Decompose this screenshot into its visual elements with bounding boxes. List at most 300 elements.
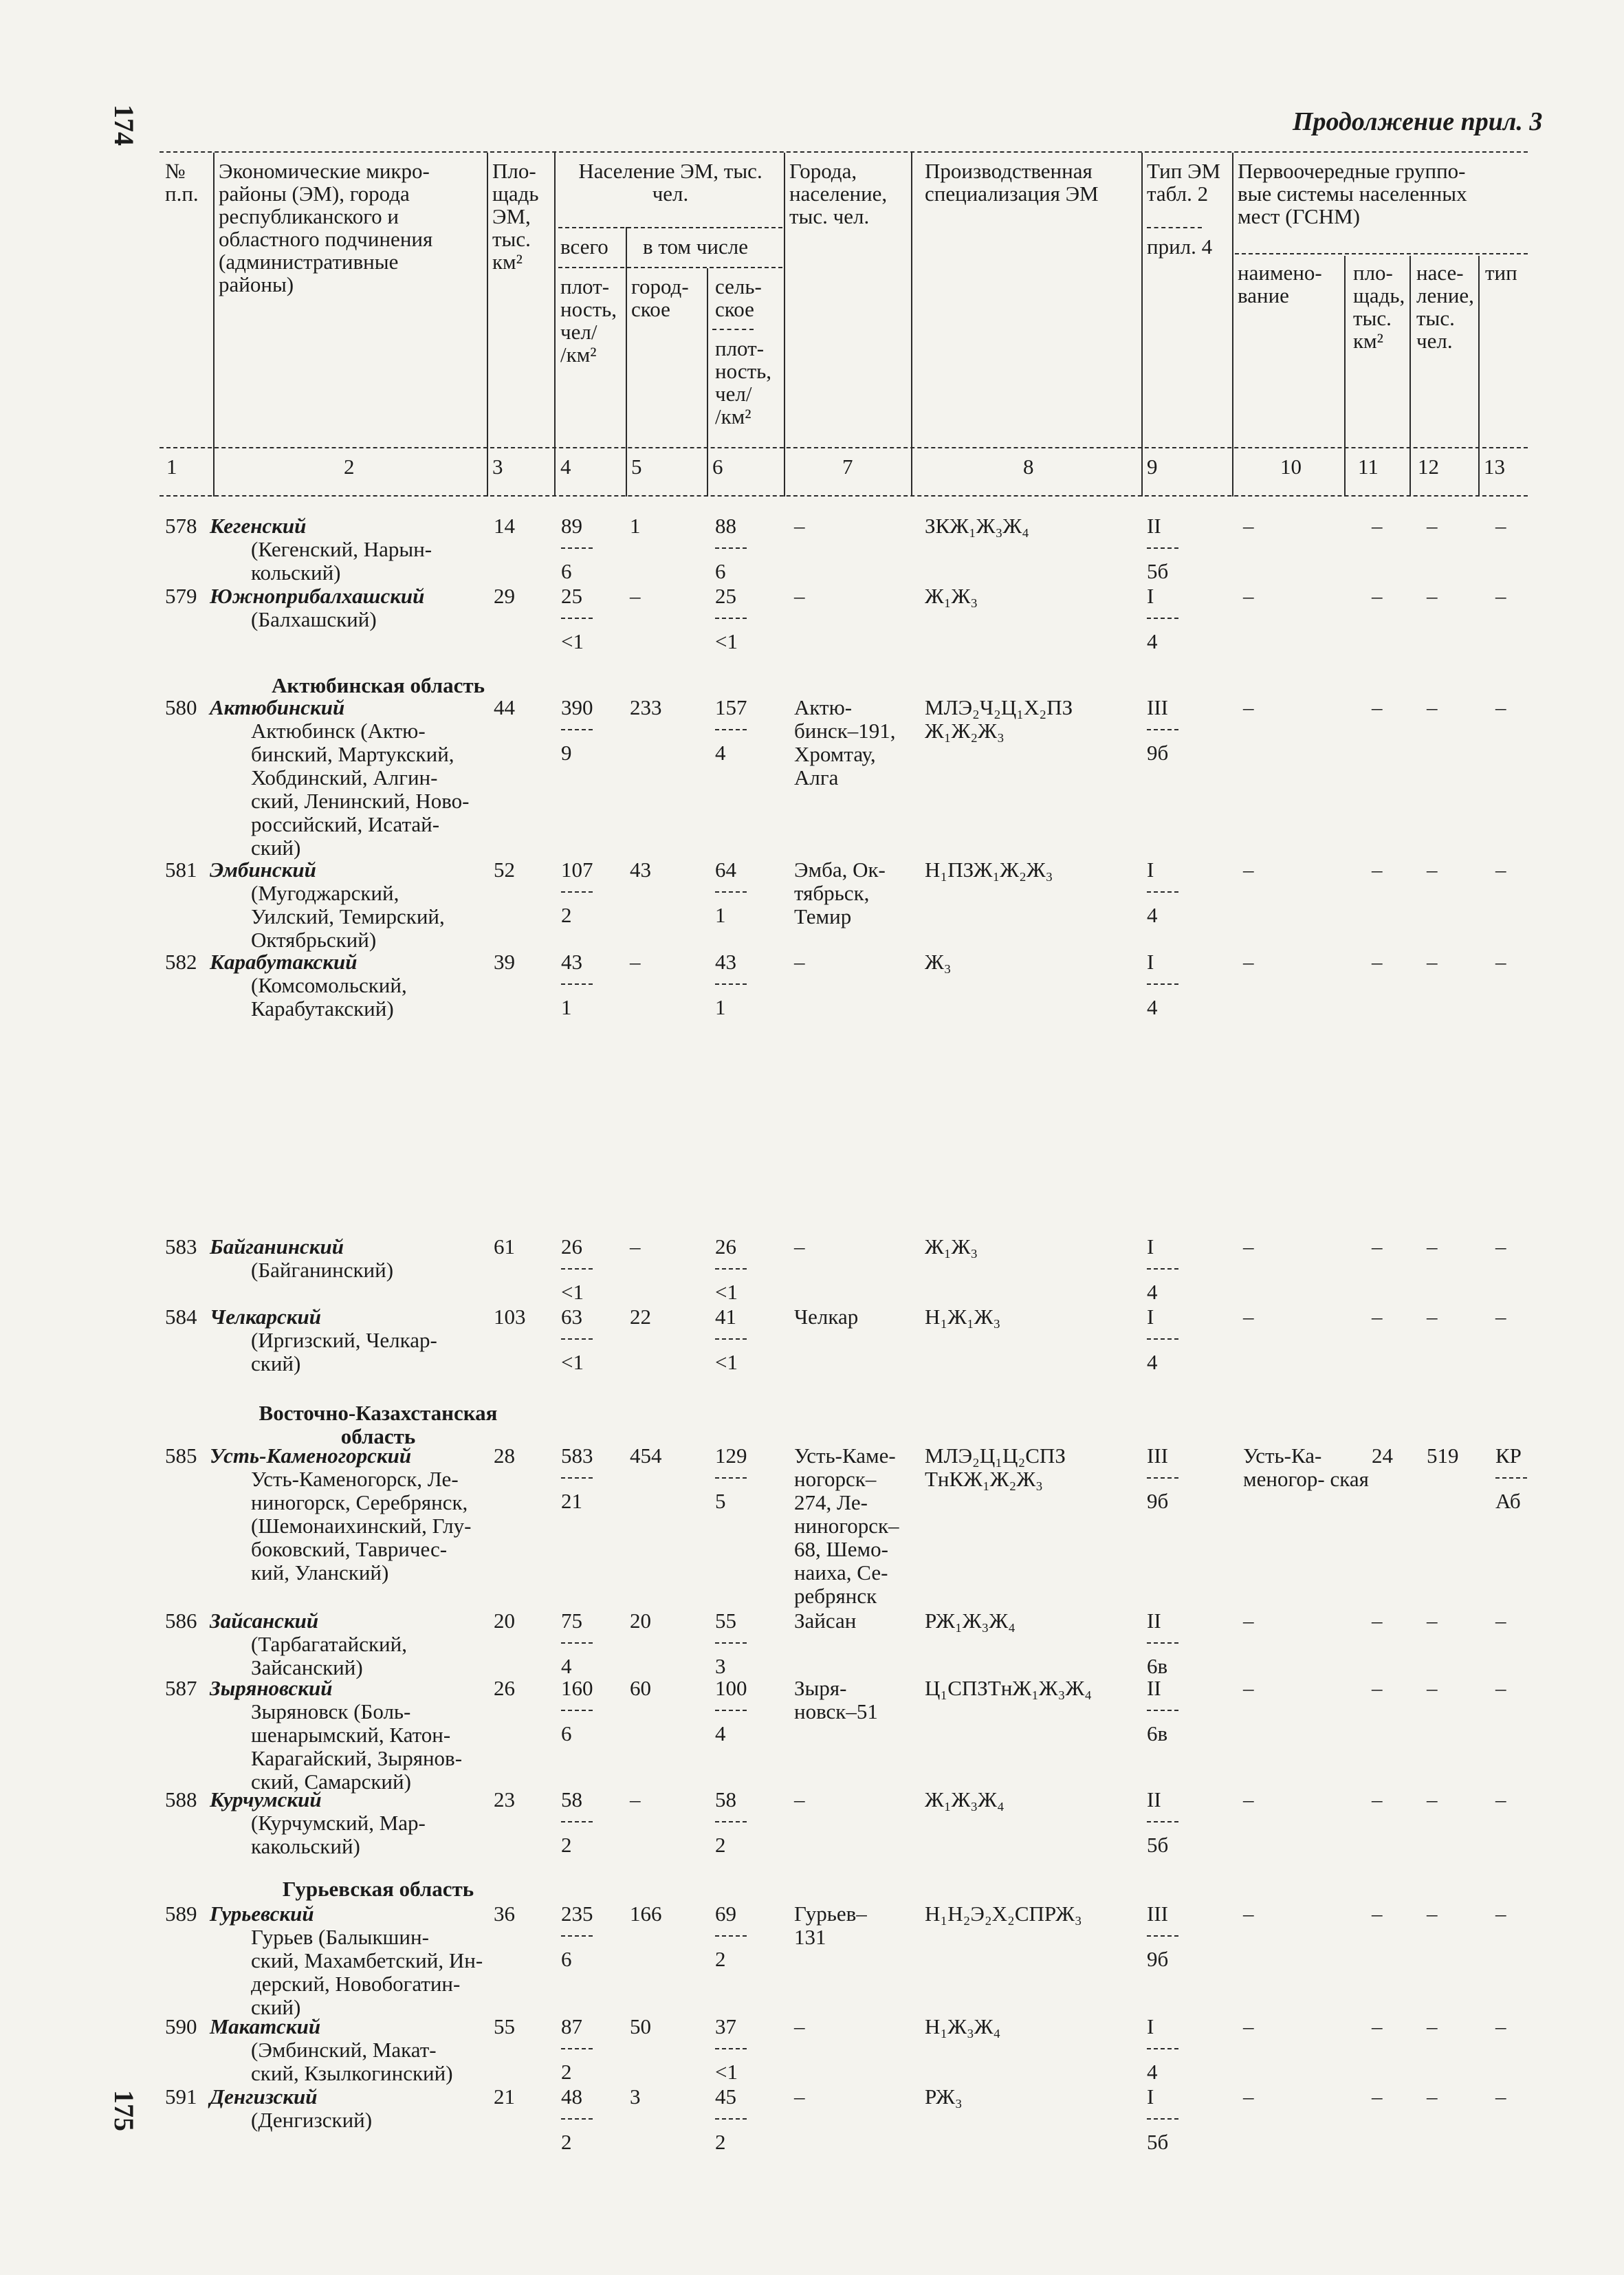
- microregion-detail: (Мугоджарский,: [251, 881, 399, 905]
- city-line: тябрьск,: [794, 881, 870, 905]
- gsnm-name: –: [1243, 1787, 1254, 1811]
- gsnm-name: –: [1243, 858, 1254, 882]
- microregion-detail: (Байганинский): [251, 1258, 394, 1282]
- header-gsnm-name: наимено- вание: [1238, 261, 1322, 307]
- population-total: [561, 1609, 593, 1678]
- population-total-value: 583: [561, 1444, 593, 1468]
- gsnm-type: –: [1495, 1676, 1506, 1700]
- population-rural: [715, 1305, 747, 1374]
- area-value: 20: [494, 1609, 515, 1633]
- population-rural: [715, 1235, 747, 1304]
- microregion-detail: ский, Самарский): [251, 1770, 411, 1794]
- em-type: [1147, 1788, 1178, 1857]
- population-total-density: 4: [561, 1654, 572, 1678]
- cities: [794, 1902, 925, 1949]
- population-rural-density: 1: [715, 995, 726, 1019]
- population-rural-density: 6: [715, 559, 726, 583]
- city-line: Актю-: [794, 695, 853, 719]
- population-rural-value: 41: [715, 1305, 736, 1329]
- em-type-density: 4: [1147, 2060, 1158, 2084]
- gsnm-name: –: [1243, 584, 1254, 608]
- gsnm-type: –: [1495, 2014, 1506, 2038]
- specialization-line: Н₁Н₂Э₂Х₂СПРЖ₃: [925, 1902, 1082, 1926]
- population-urban: 50: [630, 2014, 651, 2038]
- gsnm-type: –: [1495, 2084, 1506, 2109]
- header-pop-density: плот- ность, чел/ /км²: [560, 274, 617, 367]
- em-type-divider: [1147, 2118, 1178, 2120]
- microregion-detail: кольский): [251, 560, 341, 585]
- em-type-density: 9б: [1147, 1489, 1169, 1513]
- gsnm-area: –: [1372, 695, 1383, 719]
- em-type-divider: [1147, 729, 1178, 730]
- cities: [794, 514, 925, 538]
- population-rural: [715, 1788, 747, 1857]
- population-total: [561, 696, 593, 765]
- city-line: Зыря-: [794, 1676, 847, 1700]
- population-rural-value: 100: [715, 1676, 747, 1700]
- population-rural: [715, 1235, 747, 1304]
- em-type-value: II: [1147, 1609, 1161, 1633]
- specialization: [925, 514, 1029, 538]
- em-type-value: II: [1147, 1676, 1161, 1700]
- microregion-detail: Актюбинск (Актю-: [251, 719, 426, 743]
- microregion-detail: Усть-Каменогорск, Ле-: [251, 1467, 459, 1491]
- row-number: 591: [165, 2084, 197, 2109]
- population-total-value: 58: [561, 1787, 582, 1811]
- microregion-detail: боковский, Тавричес-: [251, 1537, 448, 1561]
- microregion-detail: Уилский, Темирский,: [251, 904, 445, 928]
- population-total-divider: [561, 1338, 593, 1340]
- population-total: [561, 1902, 593, 1971]
- gsnm-type-value: КР: [1495, 1444, 1522, 1468]
- header-area: Пло- щадь ЭМ, тыс. км²: [492, 159, 539, 274]
- population-total-value: 390: [561, 695, 593, 719]
- em-type-density: 4: [1147, 1280, 1158, 1304]
- microregion-name: [210, 514, 485, 585]
- population-rural: [715, 2085, 747, 2154]
- gsnm-population: –: [1427, 2084, 1438, 2109]
- gsnm-area: –: [1372, 858, 1383, 882]
- row-number: 584: [165, 1305, 197, 1329]
- population-rural: [715, 950, 747, 1019]
- row-number: 583: [165, 1234, 197, 1259]
- cities: [794, 858, 925, 928]
- gsnm-type: –: [1495, 1902, 1506, 1926]
- population-rural-density: 2: [715, 1833, 726, 1857]
- population-total-divider: [561, 1642, 593, 1644]
- specialization-line: ЗКЖ₁Ж₃Ж₄: [925, 514, 1029, 538]
- em-type-value: I: [1147, 2084, 1154, 2109]
- population-rural-divider: [715, 1821, 747, 1822]
- gsnm-type: –: [1495, 695, 1506, 719]
- microregion-detail: ский): [251, 836, 301, 860]
- em-type: [1147, 1677, 1178, 1745]
- population-rural-divider: [715, 1338, 747, 1340]
- microregion-title: Актюбинский: [210, 695, 345, 719]
- population-total-density: 2: [561, 1833, 572, 1857]
- row-number: 588: [165, 1787, 197, 1811]
- population-rural: [715, 514, 747, 583]
- em-type-value: II: [1147, 1787, 1161, 1811]
- population-urban: –: [630, 1234, 641, 1259]
- population-total: [561, 696, 593, 765]
- gsnm-area: –: [1372, 2014, 1383, 2038]
- microregion-title: Эмбинский: [210, 858, 316, 882]
- population-rural-divider: [715, 618, 747, 619]
- population-rural: [715, 858, 747, 927]
- population-total: [561, 1444, 593, 1513]
- city-line: ногорск–: [794, 1467, 877, 1491]
- microregion-detail: ский): [251, 1995, 301, 2019]
- em-type-density: 9б: [1147, 741, 1169, 765]
- population-rural-value: 45: [715, 2084, 736, 2109]
- area-value: 52: [494, 858, 515, 882]
- specialization: [925, 696, 1073, 743]
- population-total: [561, 2085, 593, 2154]
- city-line: Алга: [794, 765, 839, 790]
- gsnm-area: –: [1372, 1305, 1383, 1329]
- em-type-value: I: [1147, 950, 1154, 974]
- specialization-line: РЖ₁Ж₃Ж₄: [925, 1609, 1016, 1633]
- specialization: [925, 1677, 1092, 1700]
- population-rural-divider: [715, 547, 747, 549]
- cities: [794, 950, 925, 974]
- em-type: [1147, 696, 1178, 765]
- specialization-line: Ж₃: [925, 950, 952, 974]
- city-line: Усть-Каме-: [794, 1444, 896, 1468]
- city-line: новск–51: [794, 1699, 878, 1723]
- gsnm-area: –: [1372, 1787, 1383, 1811]
- population-rural-divider: [715, 1477, 747, 1479]
- gsnm-population: –: [1427, 695, 1438, 719]
- gsnm-type: –: [1495, 1234, 1506, 1259]
- area-value: 21: [494, 2084, 515, 2109]
- population-total: [561, 1788, 593, 1857]
- microregion-title: Усть-Каменогорский: [210, 1444, 412, 1468]
- gsnm-area: –: [1372, 1234, 1383, 1259]
- city-line: 274, Ле-: [794, 1490, 868, 1514]
- population-total-value: 26: [561, 1234, 582, 1259]
- population-total: [561, 1902, 593, 1971]
- gsnm-population: –: [1427, 514, 1438, 538]
- population-rural-value: 88: [715, 514, 736, 538]
- population-total: [561, 585, 593, 653]
- em-type: [1147, 514, 1178, 583]
- area-value: 26: [494, 1676, 515, 1700]
- gsnm-population: –: [1427, 1787, 1438, 1811]
- gsnm-name: –: [1243, 1609, 1254, 1633]
- em-type: [1147, 585, 1178, 653]
- specialization-line: МЛЭ₂Ц₁Ц₂СПЗ: [925, 1444, 1066, 1468]
- population-total-divider: [561, 1268, 593, 1270]
- microregion-name: [210, 2085, 485, 2132]
- em-type-density: 5б: [1147, 1833, 1169, 1857]
- em-type-value: I: [1147, 1234, 1154, 1259]
- population-total-divider: [561, 2048, 593, 2049]
- microregion-detail: ский, Кзылкогинский): [251, 2061, 453, 2085]
- microregion-detail: ский, Ленинский, Ново-: [251, 789, 470, 813]
- microregion-detail: (Курчумский, Мар-: [251, 1811, 426, 1835]
- population-urban: –: [630, 1787, 641, 1811]
- population-urban: 454: [630, 1444, 662, 1468]
- population-total-density: 1: [561, 995, 572, 1019]
- microregion-name: [210, 1235, 485, 1282]
- population-total: [561, 1677, 593, 1745]
- microregion-title: Карабутакский: [210, 950, 358, 974]
- population-total-divider: [561, 891, 593, 893]
- microregion-detail: (Эмбинский, Макат-: [251, 2038, 437, 2062]
- header-gsnm: Первоочередные группо- вые системы населенных мест (ГСНМ): [1238, 159, 1467, 228]
- header-specialization: Производственная специализация ЭМ: [925, 159, 1099, 206]
- population-total-density: 21: [561, 1489, 582, 1513]
- cities: [794, 696, 925, 790]
- population-total-divider: [561, 1477, 593, 1479]
- population-total: [561, 2015, 593, 2084]
- em-type: [1147, 696, 1178, 765]
- specialization: [925, 585, 978, 608]
- microregion-title: Гурьевский: [210, 1902, 314, 1926]
- em-type-divider: [1147, 2048, 1178, 2049]
- header-type-appendix: прил. 4: [1147, 235, 1213, 259]
- row-number: 585: [165, 1444, 197, 1468]
- population-rural: [715, 1444, 747, 1513]
- gsnm-area: 24: [1372, 1444, 1393, 1468]
- population-rural: [715, 696, 747, 765]
- population-rural-density: <1: [715, 2060, 738, 2084]
- microregion-name: [210, 858, 485, 952]
- specialization-line: Ж₁Ж₃: [925, 584, 978, 608]
- population-total-divider: [561, 1821, 593, 1822]
- row-number: 582: [165, 950, 197, 974]
- cities: [794, 585, 925, 608]
- microregion-detail: дерский, Новобогатин-: [251, 1972, 461, 1996]
- population-rural: [715, 1444, 747, 1513]
- population-total-value: 75: [561, 1609, 582, 1633]
- population-total: [561, 950, 593, 1019]
- area-value: 29: [494, 584, 515, 608]
- cities: [794, 1609, 925, 1633]
- em-type-value: I: [1147, 1305, 1154, 1329]
- gsnm-population: 519: [1427, 1444, 1459, 1468]
- microregion-detail: (Шемонаихинский, Глу-: [251, 1514, 472, 1538]
- header-type: Тип ЭМ табл. 2: [1147, 159, 1221, 206]
- gsnm-population: –: [1427, 858, 1438, 882]
- em-type-value: II: [1147, 514, 1161, 538]
- em-type: [1147, 514, 1178, 583]
- population-total-density: <1: [561, 1280, 584, 1304]
- region-east-kazakhstan: Восточно-Казахстанская область: [259, 1401, 498, 1448]
- population-rural: [715, 514, 747, 583]
- population-total-density: 2: [561, 903, 572, 927]
- population-rural-density: 3: [715, 1654, 726, 1678]
- population-rural: [715, 1788, 747, 1857]
- population-total: [561, 858, 593, 927]
- microregion-name: [210, 2015, 485, 2085]
- population-total: [561, 1609, 593, 1678]
- microregion-name: [210, 950, 485, 1021]
- population-urban: 3: [630, 2084, 641, 2109]
- specialization: [925, 858, 1053, 882]
- population-total-value: 63: [561, 1305, 582, 1329]
- city-line: Челкар: [794, 1305, 859, 1329]
- city-line: Зайсан: [794, 1609, 857, 1633]
- city-line: –: [794, 1787, 805, 1811]
- gsnm-type: –: [1495, 858, 1506, 882]
- population-rural: [715, 1609, 747, 1678]
- population-rural-divider: [715, 891, 747, 893]
- population-total-divider: [561, 1710, 593, 1711]
- microregion-detail: Зыряновск (Боль-: [251, 1699, 411, 1723]
- population-total-density: 2: [561, 2060, 572, 2084]
- microregion-title: Байганинский: [210, 1234, 344, 1259]
- population-urban: 166: [630, 1902, 662, 1926]
- area-value: 39: [494, 950, 515, 974]
- gsnm-population: –: [1427, 1234, 1438, 1259]
- population-rural-divider: [715, 2118, 747, 2120]
- population-rural-divider: [715, 983, 747, 985]
- population-urban: 233: [630, 695, 662, 719]
- em-type: [1147, 1788, 1178, 1857]
- cities: [794, 1677, 925, 1723]
- em-type: [1147, 1305, 1178, 1374]
- gsnm-area: –: [1372, 1676, 1383, 1700]
- gsnm-type: –: [1495, 950, 1506, 974]
- em-type-density: 4: [1147, 629, 1158, 653]
- em-type-density: 5б: [1147, 559, 1169, 583]
- city-line: Хромтау,: [794, 742, 876, 766]
- microregion-detail: Хобдинский, Алгин-: [251, 765, 438, 790]
- area-value: 23: [494, 1787, 515, 1811]
- em-type-value: I: [1147, 2014, 1154, 2038]
- em-type: [1147, 1677, 1178, 1745]
- city-line: Гурьев–: [794, 1902, 867, 1926]
- header-cities: Города, население, тыс. чел.: [789, 159, 888, 228]
- gsnm-area: –: [1372, 584, 1383, 608]
- area-value: 36: [494, 1902, 515, 1926]
- cities: [794, 1235, 925, 1259]
- row-number: 578: [165, 514, 197, 538]
- microregion-detail: бинский, Мартукский,: [251, 742, 454, 766]
- population-urban: 43: [630, 858, 651, 882]
- row-number: 579: [165, 584, 197, 608]
- population-total: [561, 514, 593, 583]
- population-total-divider: [561, 729, 593, 730]
- specialization-line: Ж₁Ж₂Ж₃: [925, 719, 1005, 743]
- row-number: 587: [165, 1676, 197, 1700]
- population-urban: 1: [630, 514, 641, 538]
- gsnm-area: –: [1372, 1902, 1383, 1926]
- population-rural-value: 64: [715, 858, 736, 882]
- population-urban: 22: [630, 1305, 651, 1329]
- em-type-value: III: [1147, 695, 1168, 719]
- city-line: бинск–191,: [794, 719, 896, 743]
- header-microregion: Экономические микро- районы (ЭМ), города республиканского и областного подчинения (административные районы): [219, 159, 433, 296]
- city-line: ребрянск: [794, 1584, 877, 1608]
- header-pop-urban: город- ское: [631, 274, 689, 321]
- population-total-value: 107: [561, 858, 593, 882]
- microregion-name: [210, 1902, 485, 2019]
- em-type: [1147, 1444, 1178, 1513]
- city-line: –: [794, 1234, 805, 1259]
- population-rural-value: 69: [715, 1902, 736, 1926]
- population-total: [561, 1305, 593, 1374]
- microregion-detail: кий, Уланский): [251, 1560, 389, 1585]
- area-value: 44: [494, 695, 515, 719]
- gsnm-name: –: [1243, 695, 1254, 719]
- population-total: [561, 950, 593, 1019]
- population-rural-density: 1: [715, 903, 726, 927]
- cities: [794, 1788, 925, 1811]
- em-type-density: 4: [1147, 1350, 1158, 1374]
- em-type: [1147, 1305, 1178, 1374]
- population-total: [561, 1677, 593, 1745]
- em-type: [1147, 1444, 1178, 1513]
- microregion-detail: (Иргизский, Челкар-: [251, 1328, 437, 1352]
- em-type-divider: [1147, 1642, 1178, 1644]
- specialization-line: Ц₁СПЗТнЖ₁Ж₃Ж₄: [925, 1676, 1093, 1700]
- em-type-value: I: [1147, 584, 1154, 608]
- em-type: [1147, 585, 1178, 653]
- population-total-value: 25: [561, 584, 582, 608]
- gsnm-type-density: Аб: [1495, 1489, 1521, 1513]
- population-rural-density: 5: [715, 1489, 726, 1513]
- area-value: 14: [494, 514, 515, 538]
- row-number: 590: [165, 2014, 197, 2038]
- population-total-divider: [561, 618, 593, 619]
- population-rural-divider: [715, 1935, 747, 1937]
- microregion-name: [210, 585, 485, 631]
- specialization-line: ТнКЖ₁Ж₂Ж₃: [925, 1467, 1043, 1491]
- population-rural: [715, 950, 747, 1019]
- area-value: 103: [494, 1305, 526, 1329]
- population-total-value: 235: [561, 1902, 593, 1926]
- gsnm-population: –: [1427, 1305, 1438, 1329]
- row-number: 580: [165, 695, 197, 719]
- population-rural-value: 37: [715, 2014, 736, 2038]
- em-type: [1147, 1609, 1178, 1678]
- population-rural: [715, 696, 747, 765]
- microregion-detail: ский): [251, 1351, 301, 1375]
- population-rural: [715, 585, 747, 653]
- population-total-value: 89: [561, 514, 582, 538]
- population-rural-divider: [715, 1710, 747, 1711]
- cities: [794, 2085, 925, 2109]
- population-rural-density: 4: [715, 741, 726, 765]
- specialization-line: Н₁Ж₁Ж₃: [925, 1305, 1001, 1329]
- population-rural: [715, 1677, 747, 1745]
- population-urban: 20: [630, 1609, 651, 1633]
- gsnm-type: –: [1495, 1609, 1506, 1633]
- em-type-density: 6в: [1147, 1721, 1168, 1745]
- city-line: 68, Шемо-: [794, 1537, 888, 1561]
- city-line: ниногорск–: [794, 1514, 899, 1538]
- population-total-value: 43: [561, 950, 582, 974]
- row-number: 586: [165, 1609, 197, 1633]
- em-type-density: 5б: [1147, 2130, 1169, 2154]
- population-rural-density: 4: [715, 1721, 726, 1745]
- specialization-line: РЖ₃: [925, 2084, 963, 2109]
- header-pop-rural-density: плот- ность, чел/ /км²: [715, 336, 772, 428]
- header-incl: в том числе: [643, 235, 748, 259]
- population-total-density: 6: [561, 1721, 572, 1745]
- city-line: наиха, Се-: [794, 1560, 888, 1585]
- population-rural-divider: [715, 1268, 747, 1270]
- population-total-density: 2: [561, 2130, 572, 2154]
- continuation-header: Продолжение прил. 3: [1293, 107, 1543, 136]
- header-gsnm-area: пло- щадь, тыс. км²: [1353, 261, 1405, 353]
- specialization-line: Н₁ПЗЖ₁Ж₂Ж₃: [925, 858, 1053, 882]
- population-total-density: 9: [561, 741, 572, 765]
